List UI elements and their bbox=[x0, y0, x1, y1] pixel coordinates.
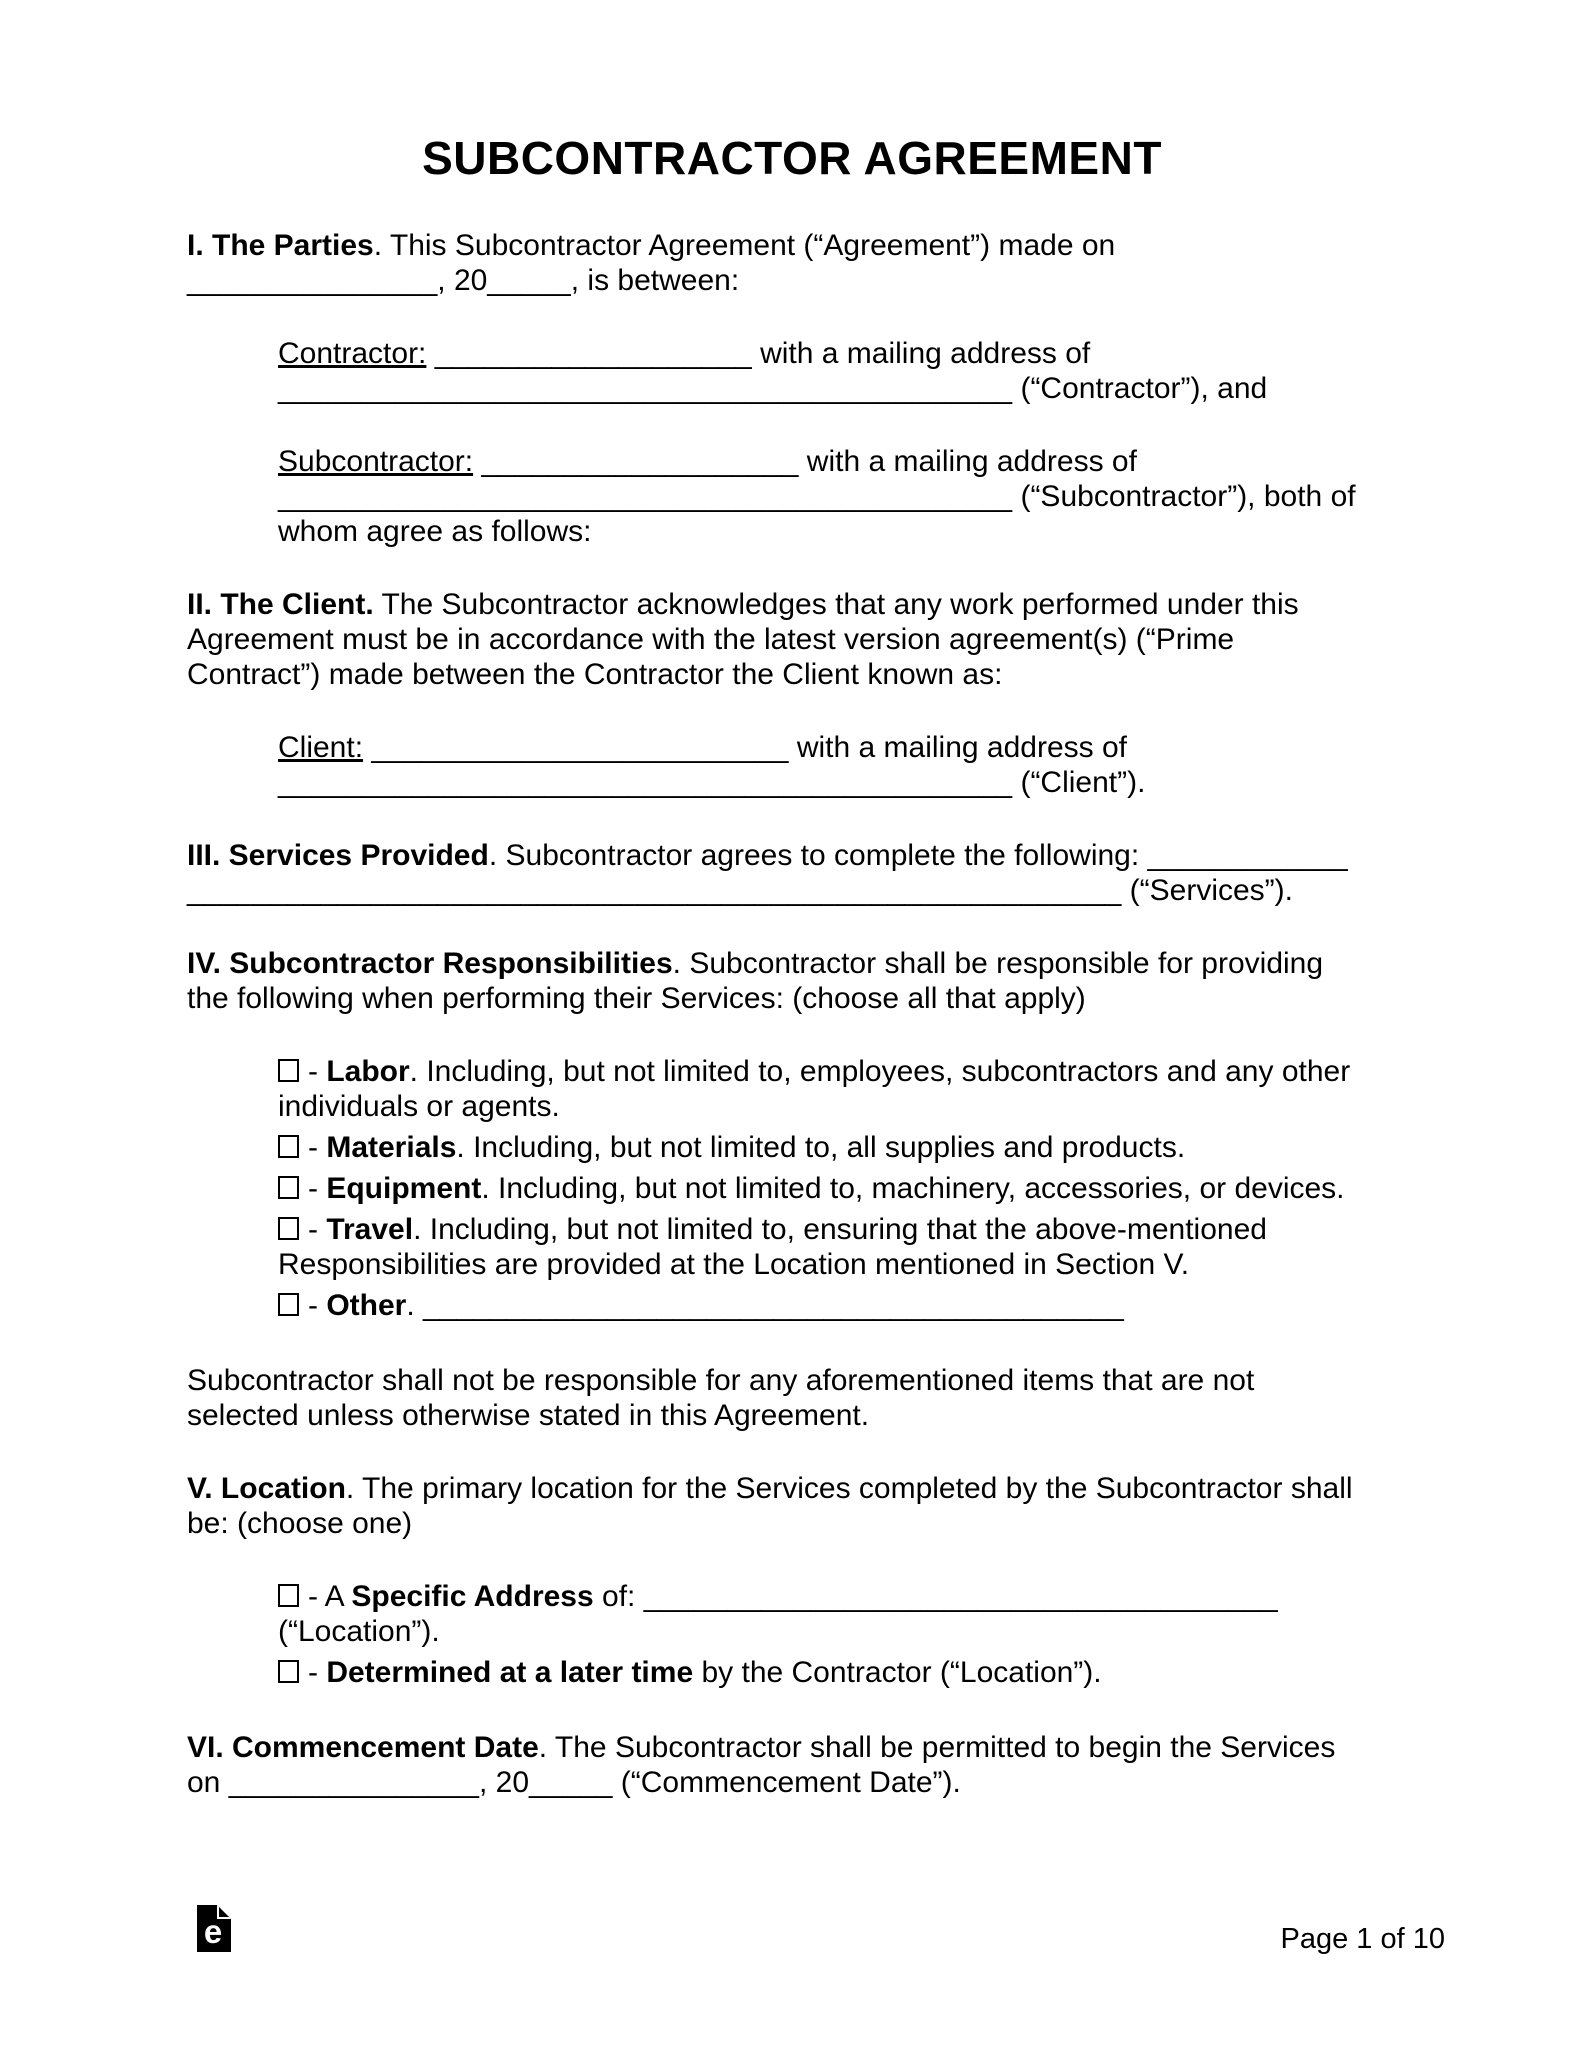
location-list bbox=[187, 1579, 1397, 1690]
text-line: the following when performing their Services: (choose all that apply) bbox=[187, 982, 1086, 1015]
item-prefix: - bbox=[308, 1213, 327, 1246]
fill-in-address: of: ______________________________________ bbox=[593, 1580, 1278, 1613]
text-line bbox=[278, 336, 1397, 371]
section-heading: V. Location bbox=[187, 1472, 346, 1505]
text-line bbox=[278, 1579, 1397, 1614]
section-location bbox=[187, 1471, 1397, 1541]
subcontractor-block bbox=[278, 444, 1397, 549]
item-text: by the Contractor (“Location”). bbox=[693, 1656, 1102, 1689]
section-heading: VI. Commencement Date bbox=[187, 1731, 539, 1764]
item-prefix: - bbox=[308, 1055, 327, 1088]
section-responsibilities bbox=[187, 946, 1397, 1016]
text-line: Agreement must be in accordance with the latest version agreement(s) (“Prime bbox=[187, 623, 1235, 656]
client-block bbox=[278, 730, 1397, 800]
text-line bbox=[187, 1471, 1397, 1506]
fill-in-other: . __________________________________________ bbox=[406, 1289, 1124, 1322]
item-text: . Including, but not limited to, ensuring that the above-mentioned bbox=[413, 1213, 1267, 1246]
text-line bbox=[278, 1054, 1397, 1089]
item-prefix: - bbox=[308, 1656, 327, 1689]
section-heading: III. Services Provided bbox=[187, 839, 489, 872]
document-title: SUBCONTRACTOR AGREEMENT bbox=[422, 132, 1162, 184]
checkbox-materials[interactable] bbox=[278, 1135, 299, 1158]
text-line bbox=[278, 730, 1397, 765]
section-services bbox=[187, 838, 1397, 908]
checkbox-equipment[interactable] bbox=[278, 1176, 299, 1199]
fill-in-date-line: _______________, 20_____, is between: bbox=[187, 264, 740, 297]
contractor-block bbox=[278, 336, 1397, 406]
text-line: selected unless otherwise stated in this Agreement. bbox=[187, 1399, 870, 1432]
section-text: . This Subcontractor Agreement (“Agreement”) made on bbox=[373, 229, 1116, 262]
item-text-wrap: (“Location”). bbox=[278, 1615, 440, 1648]
page-number: Page 1 of 10 bbox=[1280, 1923, 1445, 1955]
responsibility-item-labor bbox=[278, 1054, 1397, 1124]
item-label: Specific Address bbox=[351, 1580, 594, 1613]
contractor-label: Contractor: bbox=[278, 337, 427, 370]
fill-in-address-line: ____________________________________________ (“Client”). bbox=[278, 766, 1146, 799]
item-text-wrap: Responsibilities are provided at the Location mentioned in Section V. bbox=[278, 1248, 1190, 1281]
text-line bbox=[187, 1730, 1397, 1765]
fill-in-address-line: ____________________________________________ (“Contractor”), and bbox=[278, 372, 1268, 405]
fill-in-name: ___________________ with a mailing address of bbox=[426, 337, 1091, 370]
responsibility-item-travel bbox=[278, 1212, 1397, 1282]
section-heading: IV. Subcontractor Responsibilities bbox=[187, 947, 673, 980]
section-text: . The Subcontractor shall be permitted to begin the Services bbox=[538, 1731, 1336, 1764]
section-text: . Subcontractor agrees to complete the following: ____________ bbox=[488, 839, 1348, 872]
checkbox-labor[interactable] bbox=[278, 1059, 299, 1082]
item-label: Labor bbox=[326, 1055, 410, 1088]
responsibility-item-other bbox=[278, 1288, 1397, 1323]
subcontractor-label: Subcontractor: bbox=[278, 445, 474, 478]
fill-in-services-line: ________________________________________________________ (“Services”). bbox=[187, 874, 1294, 907]
fill-in-address-line: ____________________________________________ (“Subcontractor”), both of bbox=[278, 480, 1356, 513]
text-line: whom agree as follows: bbox=[278, 515, 592, 548]
eforms-logo-icon bbox=[197, 1903, 231, 1952]
item-prefix: - bbox=[308, 1131, 327, 1164]
item-text: . Including, but not limited to, employees, subcontractors and any other bbox=[409, 1055, 1351, 1088]
text-line bbox=[278, 1171, 1397, 1206]
item-text-wrap: individuals or agents. bbox=[278, 1090, 560, 1123]
responsibilities-list bbox=[187, 1054, 1397, 1323]
text-line bbox=[187, 228, 1397, 263]
text-line bbox=[187, 946, 1397, 981]
item-label: Materials bbox=[326, 1131, 457, 1164]
section-commencement bbox=[187, 1730, 1397, 1800]
text-line bbox=[278, 1655, 1397, 1690]
section-parties bbox=[187, 228, 1397, 298]
text-line bbox=[187, 587, 1397, 622]
location-item-specific-address bbox=[278, 1579, 1397, 1649]
text-line: Contract”) made between the Contractor the Client known as: bbox=[187, 658, 1003, 691]
checkbox-travel[interactable] bbox=[278, 1217, 299, 1240]
text-line bbox=[278, 1130, 1397, 1165]
text-line bbox=[278, 444, 1397, 479]
responsibility-item-equipment bbox=[278, 1171, 1397, 1206]
section-text: . The primary location for the Services completed by the Subcontractor shall bbox=[345, 1472, 1353, 1505]
checkbox-other[interactable] bbox=[278, 1293, 299, 1316]
text-line bbox=[187, 838, 1397, 873]
item-text: . Including, but not limited to, machinery, accessories, or devices. bbox=[481, 1172, 1345, 1205]
responsibility-item-materials bbox=[278, 1130, 1397, 1165]
text-line bbox=[278, 1212, 1397, 1247]
item-label: Travel bbox=[326, 1213, 414, 1246]
item-prefix: - bbox=[308, 1172, 327, 1205]
responsibilities-note bbox=[187, 1363, 1397, 1433]
item-label: Equipment bbox=[326, 1172, 482, 1205]
section-client bbox=[187, 587, 1397, 692]
section-text: . Subcontractor shall be responsible for providing bbox=[672, 947, 1324, 980]
location-item-determined-later bbox=[278, 1655, 1397, 1690]
item-text: . Including, but not limited to, all supplies and products. bbox=[456, 1131, 1186, 1164]
fill-in-name: ___________________ with a mailing address of bbox=[473, 445, 1137, 478]
checkbox-determined-later[interactable] bbox=[278, 1660, 299, 1683]
text-line bbox=[278, 1288, 1397, 1323]
text-line: be: (choose one) bbox=[187, 1507, 413, 1540]
section-heading: I. The Parties bbox=[187, 229, 374, 262]
checkbox-specific-address[interactable] bbox=[278, 1584, 299, 1607]
fill-in-name: _________________________ with a mailing address of bbox=[363, 731, 1127, 764]
item-label: Other bbox=[326, 1289, 407, 1322]
item-prefix: - A bbox=[308, 1580, 352, 1613]
item-prefix: - bbox=[308, 1289, 327, 1322]
fill-in-date-line: on _______________, 20_____ (“Commencement Date”). bbox=[187, 1766, 961, 1799]
logo-letter: e bbox=[203, 1913, 223, 1950]
item-label: Determined at a later time bbox=[326, 1656, 694, 1689]
text-line: Subcontractor shall not be responsible for any aforementioned items that are not bbox=[187, 1364, 1255, 1397]
client-label: Client: bbox=[278, 731, 364, 764]
section-heading: II. The Client. bbox=[187, 588, 374, 621]
section-text: The Subcontractor acknowledges that any work performed under this bbox=[373, 588, 1299, 621]
